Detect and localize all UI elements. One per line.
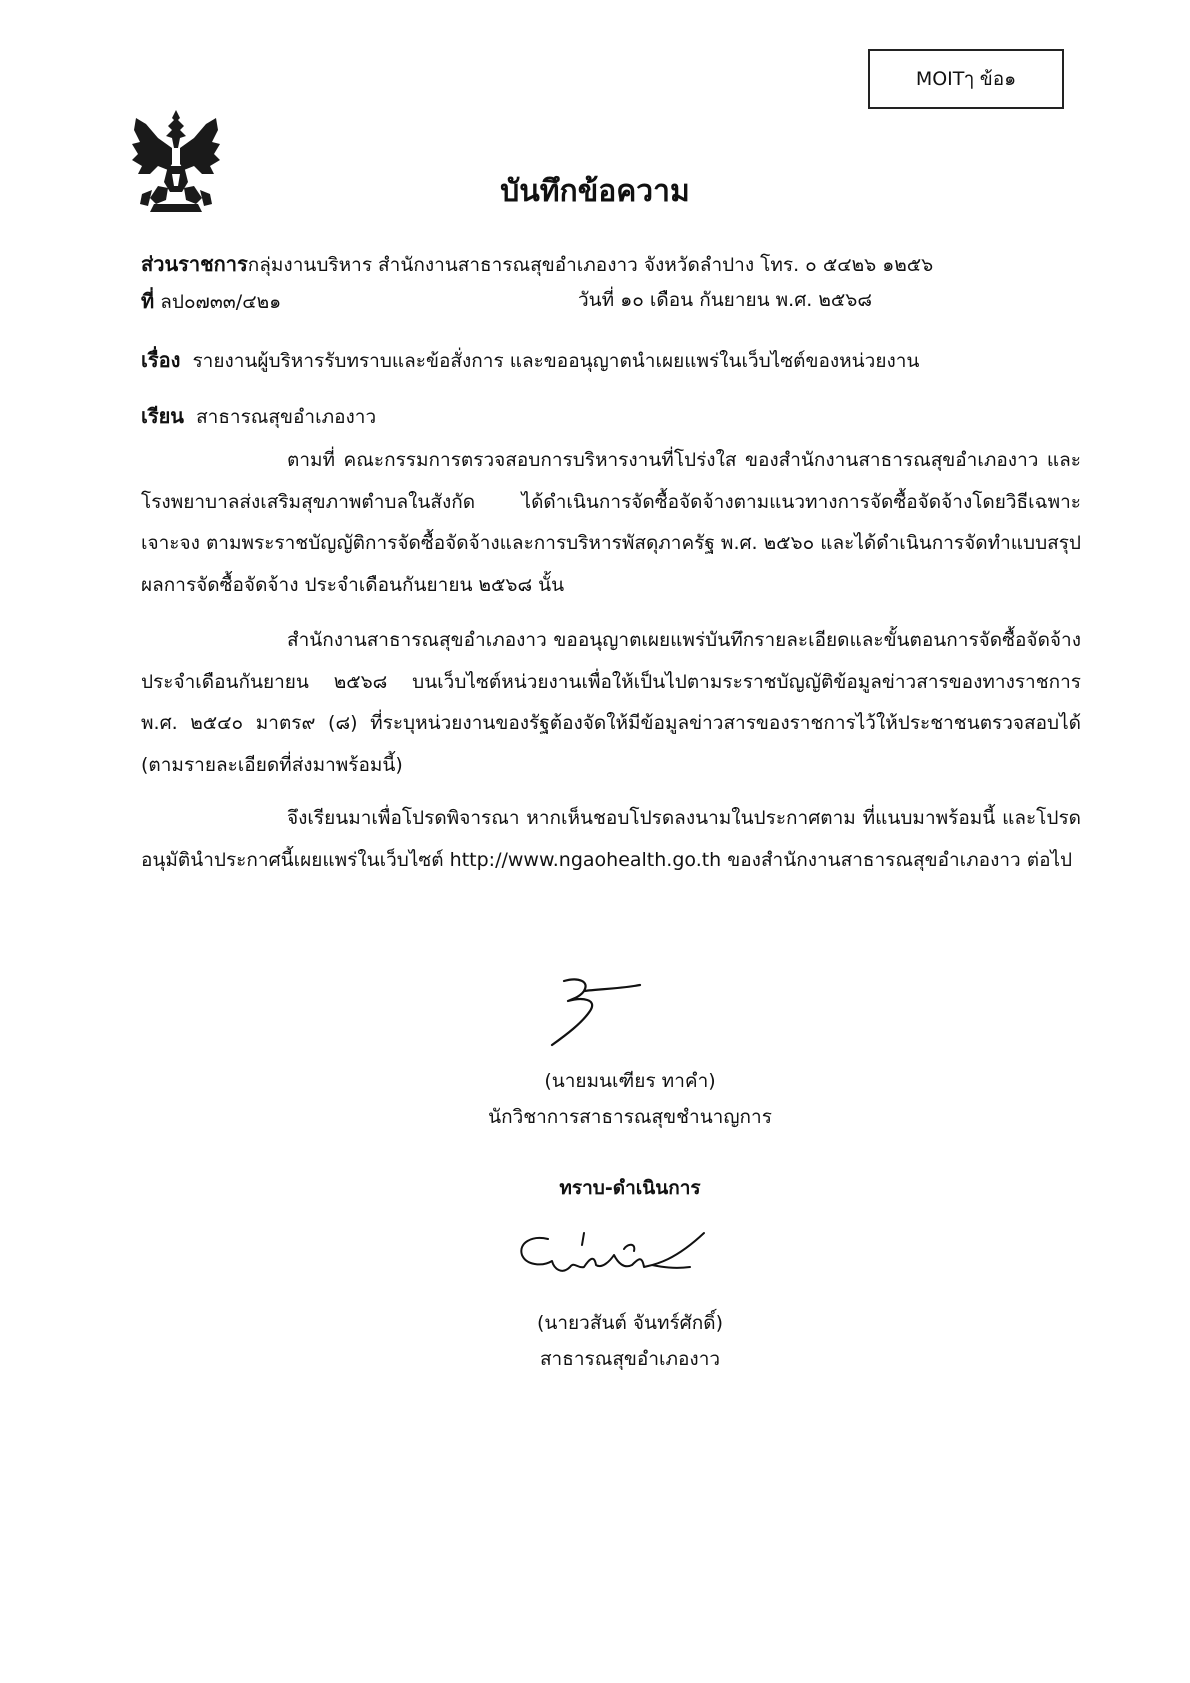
approval-heading: ทราบ-ดำเนินการ [559, 1177, 701, 1199]
agency-label: ส่วนราชการ [141, 252, 248, 276]
addressee-label: เรียน [141, 404, 184, 428]
subject-value: รายงานผู้บริหารรับทราบและข้อสั่งการ และขออนุญาตนำเผยแพร่ในเว็บไซต์ของหน่วยงาน [192, 350, 920, 372]
memo-title: บันทึกข้อความ [500, 174, 690, 209]
body-paragraph-1: ตามที่ คณะกรรมการตรวจสอบการบริหารงานที่โปร่งใส ของสำนักงานสาธารณสุขอำเภองาว และโรงพยาบาลส่งเสริมสุขภาพตำบลในสังกัด ได้ดำเนินการจัดซื้อจัดจ้างตามแนวทางการจัดซื้อจัดจ้างโดยวิธีเฉพาะเจาะจง ตามพระราชบัญญัติการจัดซื้อจัดจ้างและการบริหารพัสดุภาครัฐ พ.ศ. ๒๕๖๐ และได้ดำเนินการจัดทำแบบสรุปผลการจัดซื้อจัดจ้าง ประจำเดือนกันยายน ๒๕๖๘ นั้น [141, 449, 1081, 596]
subject-label: เรื่อง [141, 348, 181, 372]
signer-1-position: นักวิชาการสาธารณสุขชำนาญการ [488, 1106, 772, 1128]
agency-line [141, 248, 933, 280]
document-code-box [868, 49, 1064, 109]
reference-number: ลป๐๗๓๓/๔๒๑ [160, 291, 282, 313]
signer-1-name: (นายมนเฑียร ทาคำ) [544, 1070, 716, 1092]
signature-2 [512, 1225, 712, 1295]
addressee-value: สาธารณสุขอำเภองาว [196, 406, 377, 428]
signer-2-position: สาธารณสุขอำเภองาว [539, 1348, 721, 1370]
body-paragraph-2: สำนักงานสาธารณสุขอำเภองาว ขออนุญาตเผยแพร่บันทึกรายละเอียดและขั้นตอนการจัดซื้อจัดจ้าง ประจำเดือนกันยายน ๒๕๖๘ บนเว็บไซต์หน่วยงานเพื่อให้เป็นไปตามระราชบัญญัติข้อมูลข่าวสารของทางราชการ พ.ศ. ๒๕๔๐ มาตร๙ (๘) ที่ระบุหน่วยงานของรัฐต้องจัดให้มีข้อมูลข่าวสารของราชการไว้ให้ประชาชนตรวจสอบได้ (ตามรายละเอียดที่ส่งมาพร้อมนี้) [141, 629, 1081, 776]
signer-2-name: (นายวสันต์ จันทร์ศักดิ์) [536, 1312, 723, 1334]
reference-label: ที่ [141, 289, 155, 313]
subject-line [141, 344, 919, 376]
signature-1 [548, 975, 648, 1050]
reference-line [141, 285, 281, 317]
date-line: วันที่ ๑๐ เดือน กันยายน พ.ศ. ๒๕๖๘ [578, 289, 872, 311]
body-paragraph-3: จึงเรียนมาเพื่อโปรดพิจารณา หากเห็นชอบโปรดลงนามในประกาศตาม ที่แนบมาพร้อมนี้ และโปรดอนุมัตินำประกาศนี้เผยแพร่ในเว็บไซต์ http://www.ngaohealth.go.th ของสำนักงานสาธารณสุขอำเภองาว ต่อไป [141, 807, 1081, 871]
document-code: MOITๅ ข้อ๑ [915, 68, 1017, 90]
addressee-line [141, 400, 376, 432]
agency-value: กลุ่มงานบริหาร สำนักงานสาธารณสุขอำเภองาว จังหวัดลำปาง โทร. ๐ ๕๔๒๖ ๑๒๕๖ [247, 254, 934, 276]
